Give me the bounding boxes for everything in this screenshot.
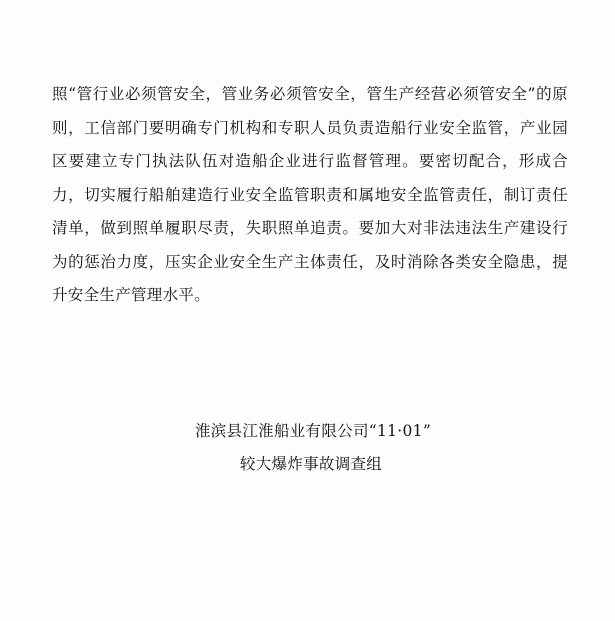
signature-organization: 淮滨县江淮船业有限公司“11·01” (194, 422, 432, 440)
signature-block (52, 415, 568, 481)
signature-group: 较大爆炸事故调查组 (239, 455, 383, 473)
body-text-block (52, 78, 568, 313)
body-paragraph: 照“管行业必须管安全，管业务必须管安全，管生产经营必须管安全”的原则，工信部门要明确专门机构和专职人员负责造船行业安全监管，产业园区要建立专门执法队伍对造船企业进行监督管理。要密切配合，形成合力，切实履行船舶建造行业安全监管职责和属地安全监管责任，制订责任清单，做到照单履职尽责，失职照单追责。要加大对非法违法生产建设行为的惩治力度，压实企业安全生产主体责任，及时消除各类安全隐患，提升安全生产管理水平。 (52, 85, 568, 304)
